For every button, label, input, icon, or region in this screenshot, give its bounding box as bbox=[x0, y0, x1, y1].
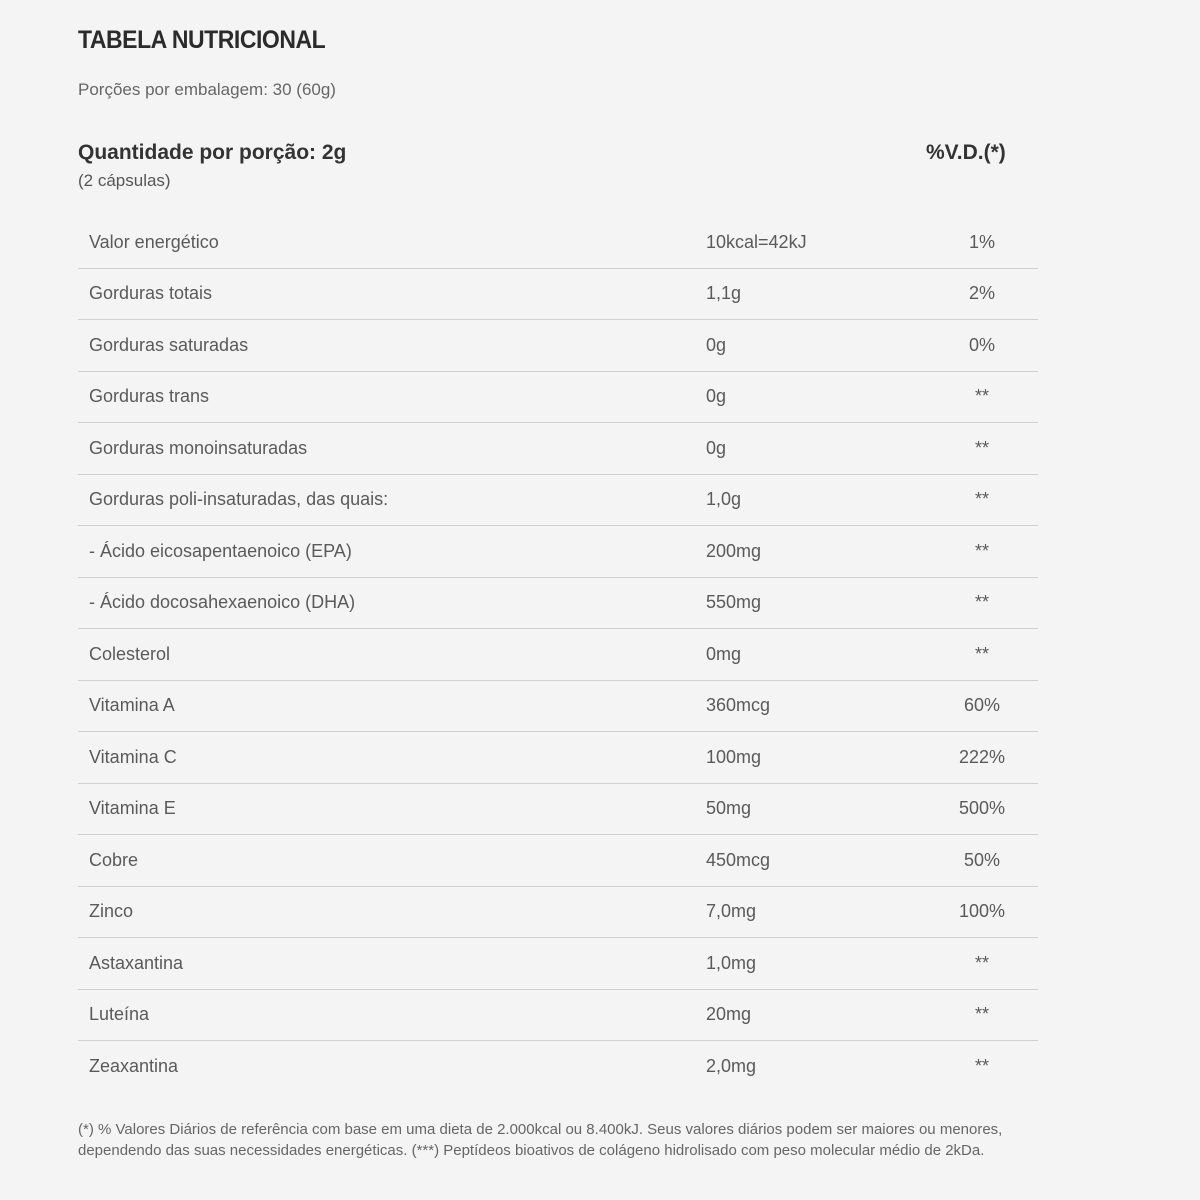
footnote: (*) % Valores Diários de referência com base em uma dieta de 2.000kcal ou 8.400kJ. Seus valores diários podem ser maiores ou menores, dependendo das suas necessidades energéticas. (***) Peptídeos bioativos de colágeno hidrolisado com peso molecular médio de 2kDa. bbox=[78, 1121, 1003, 1159]
nutrient-amount: 0g bbox=[706, 334, 727, 355]
table-row bbox=[78, 320, 1038, 372]
table-row bbox=[78, 835, 1038, 887]
nutrient-amount: 0mg bbox=[706, 643, 742, 664]
nutrient-name: - Ácido eicosapentaenoico (EPA) bbox=[89, 540, 352, 561]
table-row bbox=[78, 887, 1038, 939]
table-row bbox=[78, 475, 1038, 527]
portion-subtitle: (2 cápsulas) bbox=[78, 171, 171, 190]
table-row bbox=[78, 681, 1038, 733]
nutrient-amount: 10kcal=42kJ bbox=[706, 231, 807, 252]
nutrient-name: Gorduras poli-insaturadas, das quais: bbox=[89, 489, 389, 510]
nutrient-daily-value: ** bbox=[974, 386, 989, 407]
nutrient-amount: 100mg bbox=[706, 746, 762, 767]
nutrient-amount: 1,1g bbox=[706, 283, 742, 304]
nutrient-amount: 0g bbox=[706, 386, 727, 407]
nutrient-name: Zinco bbox=[89, 901, 134, 922]
nutrient-name: Colesterol bbox=[89, 643, 171, 664]
nutrient-daily-value: ** bbox=[974, 1056, 989, 1077]
nutrient-daily-value: 50% bbox=[963, 849, 1001, 870]
nutrient-daily-value: 2% bbox=[968, 283, 995, 304]
page-title: TABELA NUTRICIONAL bbox=[78, 26, 326, 54]
nutrient-daily-value: 100% bbox=[958, 901, 1006, 922]
portion-title: Quantidade por porção: 2g bbox=[78, 141, 347, 164]
nutrient-daily-value: 500% bbox=[958, 798, 1006, 819]
nutrient-daily-value: ** bbox=[974, 1004, 989, 1025]
table-row bbox=[78, 629, 1038, 681]
table-row bbox=[78, 784, 1038, 836]
nutrient-name: - Ácido docosahexaenoico (DHA) bbox=[89, 592, 356, 613]
table-row bbox=[78, 990, 1038, 1042]
nutrient-name: Vitamina A bbox=[89, 695, 175, 716]
nutrition-facts-panel bbox=[78, 0, 1038, 1200]
table-row bbox=[78, 732, 1038, 784]
nutrient-amount: 200mg bbox=[706, 540, 762, 561]
table-row bbox=[78, 372, 1038, 424]
nutrient-name: Gorduras monoinsaturadas bbox=[89, 437, 308, 458]
nutrient-daily-value: 1% bbox=[968, 231, 995, 252]
nutrient-daily-value: 222% bbox=[958, 746, 1006, 767]
nutrient-daily-value: ** bbox=[974, 952, 989, 973]
nutrient-name: Gorduras saturadas bbox=[89, 334, 249, 355]
table-row bbox=[78, 423, 1038, 475]
table-row bbox=[78, 269, 1038, 321]
nutrient-daily-value: 60% bbox=[963, 695, 1001, 716]
nutrient-daily-value: ** bbox=[974, 540, 989, 561]
table-row bbox=[78, 578, 1038, 630]
nutrient-name: Valor energético bbox=[89, 231, 219, 252]
nutrient-amount: 550mg bbox=[706, 592, 762, 613]
nutrient-amount: 20mg bbox=[706, 1004, 752, 1025]
nutrient-amount: 450mcg bbox=[706, 849, 771, 870]
nutrient-name: Luteína bbox=[89, 1004, 150, 1025]
nutrient-daily-value: ** bbox=[974, 643, 989, 664]
nutrient-name: Zeaxantina bbox=[89, 1056, 179, 1077]
daily-value-header: %V.D.(*) bbox=[926, 141, 1006, 164]
table-row bbox=[78, 1041, 1038, 1093]
nutrient-daily-value: ** bbox=[974, 592, 989, 613]
nutrient-amount: 50mg bbox=[706, 798, 752, 819]
table-row bbox=[78, 938, 1038, 990]
nutrient-amount: 360mcg bbox=[706, 695, 771, 716]
nutrient-amount: 1,0g bbox=[706, 489, 742, 510]
table-row bbox=[78, 526, 1038, 578]
nutrient-amount: 0g bbox=[706, 437, 727, 458]
table-row bbox=[78, 217, 1038, 269]
nutrition-table bbox=[78, 217, 1038, 1093]
nutrient-amount: 1,0mg bbox=[706, 952, 757, 973]
servings-per-package: Porções por embalagem: 30 (60g) bbox=[78, 80, 336, 99]
nutrient-name: Vitamina E bbox=[89, 798, 176, 819]
nutrient-name: Gorduras trans bbox=[89, 386, 210, 407]
portion-header bbox=[78, 141, 1038, 191]
nutrient-amount: 2,0mg bbox=[706, 1056, 757, 1077]
nutrient-name: Cobre bbox=[89, 849, 139, 870]
nutrient-daily-value: 0% bbox=[968, 334, 995, 355]
nutrient-daily-value: ** bbox=[974, 489, 989, 510]
nutrient-name: Vitamina C bbox=[89, 746, 177, 767]
nutrient-name: Astaxantina bbox=[89, 952, 184, 973]
nutrient-name: Gorduras totais bbox=[89, 283, 213, 304]
nutrient-daily-value: ** bbox=[974, 437, 989, 458]
nutrient-amount: 7,0mg bbox=[706, 901, 757, 922]
